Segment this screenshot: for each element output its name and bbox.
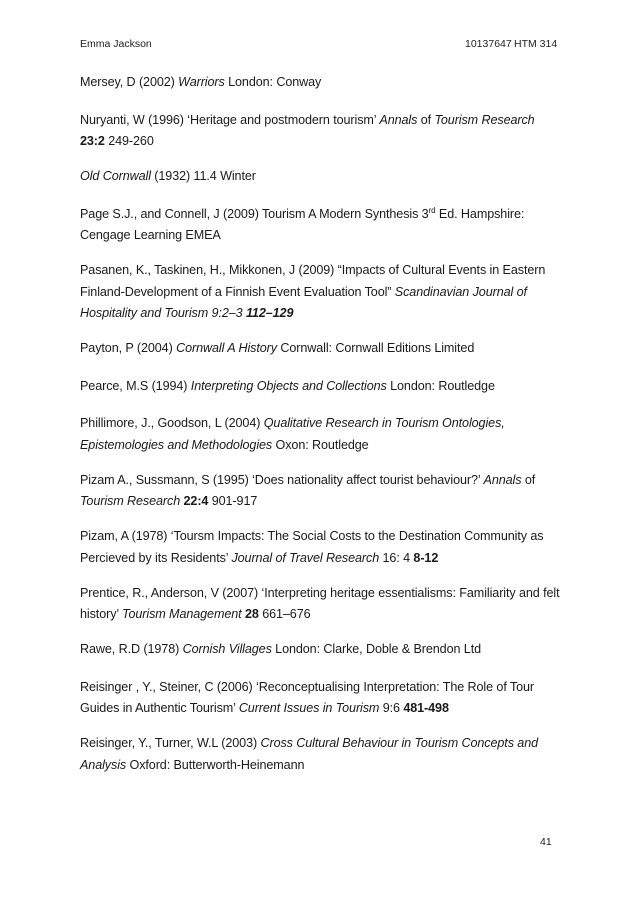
reference-reisinger-steiner: Reisinger , Y., Steiner, C (2006) ‘Reconceptualising Interpretation: The Role of Tour Guides in Authentic Tourism’ Current Issues in Tourism 9:6 481-498 [80,679,535,715]
page-number: 41 [540,836,552,848]
reference-mersey: Mersey, D (2002) Warriors London: Conway [80,75,322,89]
header-course: HTM 314 [514,38,558,50]
reference-reisinger-turner: Reisinger, Y., Turner, W.L (2003) Cross Cultural Behaviour in Tourism Concepts and Analysis Oxford: Butterworth-Heinemann [80,736,539,772]
reference-prentice: Prentice, R., Anderson, V (2007) ‘Interpreting heritage essentialisms: Familiarity and felt history’ Tourism Management 28 661–676 [80,585,560,621]
reference-pearce: Pearce, M.S (1994) Interpreting Objects and Collections London: Routledge [80,378,495,393]
reference-phillimore: Phillimore, J., Goodson, L (2004) Qualitative Research in Tourism Ontologies, Epistemologies and Methodologies Oxon: Routledge [80,416,505,452]
reference-rawe: Rawe, R.D (1978) Cornish Villages London: Clarke, Doble & Brendon Ltd [80,642,481,656]
reference-pizam-1978: Pizam, A (1978) ‘Toursm Impacts: The Social Costs to the Destination Community as Percieved by its Residents’ Journal of Travel Research 16: 4 8-12 [80,529,544,565]
reference-pizam-sussmann: Pizam A., Sussmann, S (1995) ‘Does nationality affect tourist behaviour?’ Annals of Tourism Research 22:4 901-917 [80,472,536,508]
header-student-id: 10137647 [465,38,512,50]
reference-payton: Payton, P (2004) Cornwall A History Cornwall: Cornwall Editions Limited [80,341,475,355]
reference-nuryanti: Nuryanti, W (1996) ‘Heritage and postmodern tourism’ Annals of Tourism Research 23:2 249-260 [80,112,535,148]
header-author: Emma Jackson [80,38,152,50]
page-header [80,38,560,54]
reference-page-connell: Page S.J., and Connell, J (2009) Tourism A Modern Synthesis 3rd Ed. Hampshire: Cengage Learning EMEA [80,205,525,242]
reference-old-cornwall: Old Cornwall (1932) 11.4 Winter [80,169,256,183]
reference-list [80,72,565,790]
reference-pasanen: Pasanen, K., Taskinen, H., Mikkonen, J (2009) “Impacts of Cultural Events in Eastern Finland-Development of a Finnish Event Evaluation Tool” Scandinavian Journal of Hospitality and Tourism 9:2–3 112–129 [80,263,546,320]
